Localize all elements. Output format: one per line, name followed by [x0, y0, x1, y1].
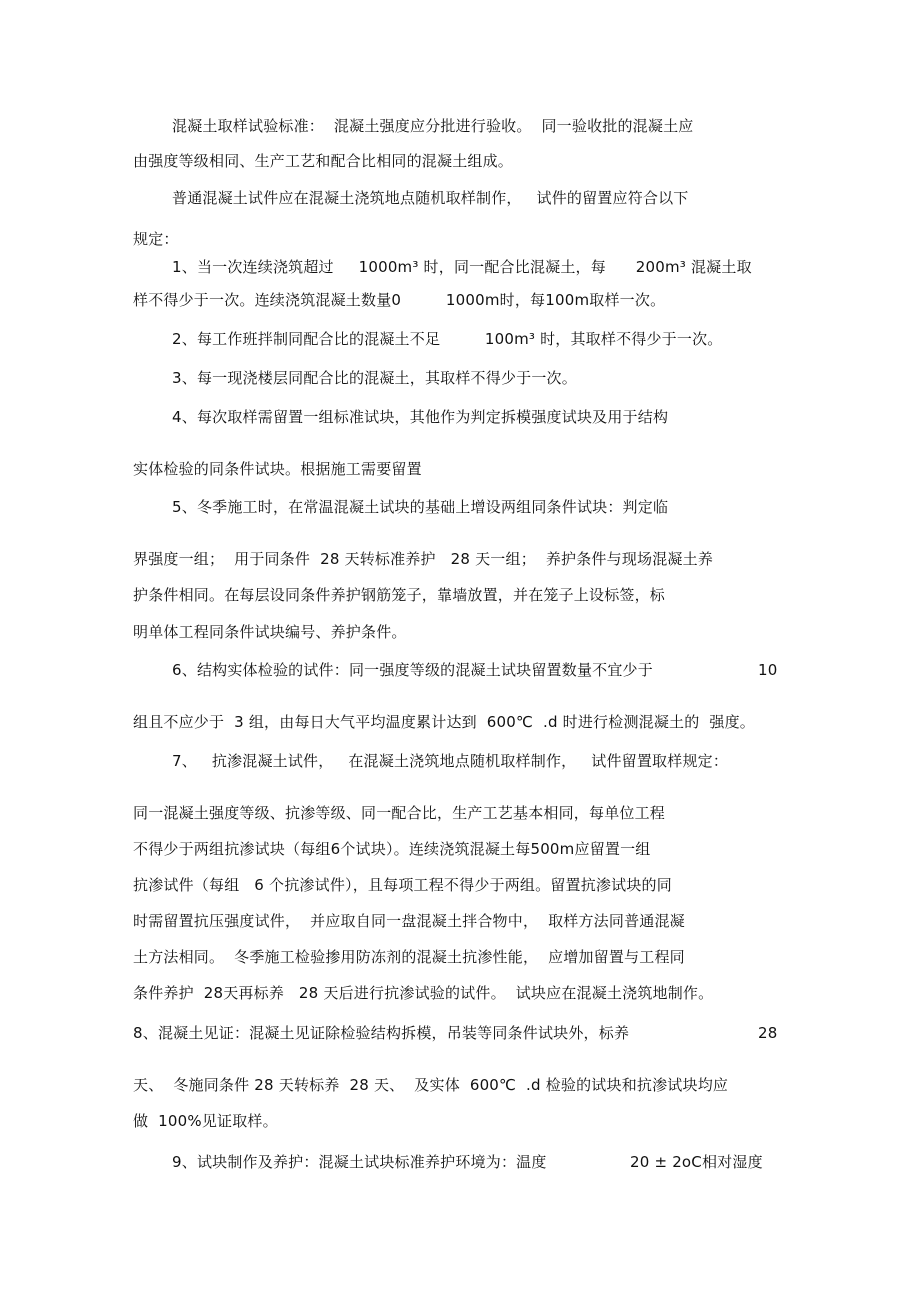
text-line: 4、每次取样需留置一组标准试块，其他作为判定拆模强度试块及用于结构 [172, 408, 669, 426]
text-line: 由强度等级相同、生产工艺和配合比相同的混凝土组成。 [133, 152, 514, 170]
text-line: 同一混凝土强度等级、抗渗等级、同一配合比，生产工艺基本相同，每单位工程 [133, 804, 666, 822]
text-line: 条件养护 28天再标养 28 天后进行抗渗试验的试件。 试块应在混凝土浇筑地制作。 [133, 984, 714, 1002]
text-line: 时需留置抗压强度试件， 并应取自同一盘混凝土拌合物中， 取样方法同普通混凝 [133, 912, 685, 930]
text-line: 天、 冬施同条件 28 天转标养 28 天、 及实体 600℃ .d 检验的试块和抗渗试块均应 [133, 1076, 729, 1094]
text-line: 实体检验的同条件试块。根据施工需要留置 [133, 460, 422, 478]
text-line: 10 [758, 661, 778, 679]
text-line: 28 [758, 1024, 778, 1042]
text-line: 7、 抗渗混凝土试件， 在混凝土浇筑地点随机取样制作， 试件留置取样规定： [172, 752, 729, 770]
text-line: 抗渗试件（每组 6 个抗渗试件），且每项工程不得少于两组。留置抗渗试块的同 [133, 876, 672, 894]
text-line: 护条件相同。在每层设同条件养护钢筋笼子，靠墙放置，并在笼子上设标签，标 [133, 586, 666, 604]
text-line: 做 100%见证取样。 [133, 1112, 278, 1130]
text-line: 20 ± 2oC相对湿度 [630, 1153, 763, 1171]
text-line: 5、冬季施工时，在常温混凝土试块的基础上增设两组同条件试块：判定临 [172, 498, 669, 516]
text-line: 界强度一组； 用于同条件 28 天转标准养护 28 天一组； 养护条件与现场混凝土养 [133, 550, 714, 568]
text-line: 3、每一现浇楼层同配合比的混凝土，其取样不得少于一次。 [172, 369, 577, 387]
text-line: 样不得少于一次。连续浇筑混凝土数量0 1000m时，每100m取样一次。 [133, 291, 666, 309]
text-line: 混凝土取样试验标准： 混凝土强度应分批进行验收。 同一验收批的混凝土应 [172, 117, 694, 135]
text-line: 9、试块制作及养护：混凝土试块标准养护环境为：温度 [172, 1153, 547, 1171]
text-line: 明单体工程同条件试块编号、养护条件。 [133, 623, 407, 641]
text-line: 不得少于两组抗渗试块（每组6个试块）。连续浇筑混凝土每500m应留置一组 [133, 840, 651, 858]
text-line: 普通混凝土试件应在混凝土浇筑地点随机取样制作， 试件的留置应符合以下 [172, 189, 689, 207]
text-line: 2、每工作班拌制同配合比的混凝土不足 100m³ 时，其取样不得少于一次。 [172, 330, 723, 348]
text-line: 土方法相同。 冬季施工检验掺用防冻剂的混凝土抗渗性能， 应增加留置与工程同 [133, 948, 685, 966]
text-line: 6、结构实体检验的试件：同一强度等级的混凝土试块留置数量不宜少于 [172, 661, 653, 679]
text-line: 8、混凝土见证：混凝土见证除检验结构拆模，吊装等同条件试块外，标养 [133, 1024, 630, 1042]
text-line: 规定： [133, 230, 179, 248]
text-line: 组且不应少于 3 组，由每日大气平均温度累计达到 600℃ .d 时进行检测混凝土的 强度。 [133, 713, 755, 731]
text-line: 1、当一次连续浇筑超过 1000m³ 时，同一配合比混凝土，每 200m³ 混凝土取 [172, 258, 752, 276]
